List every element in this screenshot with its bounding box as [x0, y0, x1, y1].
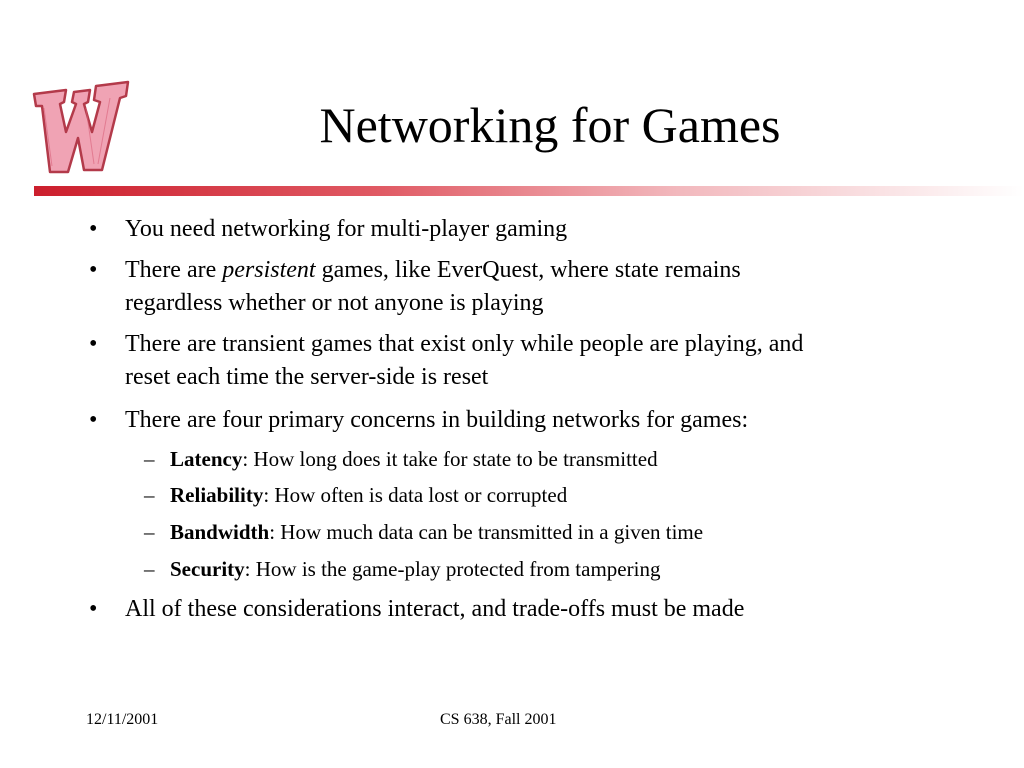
term: Bandwidth — [170, 520, 270, 544]
bullet-item — [89, 404, 945, 437]
sub-bullet-marker: – — [144, 557, 155, 581]
sub-bullet-item: – Security: How is the game-play protected from tampering — [144, 557, 661, 581]
slide-title: Networking for Games — [319, 97, 781, 153]
term: Latency — [170, 447, 243, 471]
footer-date: 12/11/2001 — [86, 711, 159, 728]
bullet-marker: • — [89, 257, 98, 283]
bullet-marker: • — [89, 407, 98, 433]
footer-course: CS 638, Fall 2001 — [440, 711, 557, 728]
bullet-item — [89, 254, 945, 320]
bullet-item — [89, 593, 945, 626]
sub-bullet-marker: – — [144, 483, 155, 507]
bullet-text: There are four primary concerns in building networks for games: — [125, 407, 749, 433]
bullet-text: All of these considerations interact, and trade-offs must be made — [125, 596, 745, 622]
sub-bullet-marker: – — [144, 520, 155, 544]
bullet-text: There are transient games that exist only while people are playing, and reset each time the server-side is reset — [125, 331, 804, 390]
sub-bullet-marker: – — [144, 447, 155, 471]
sub-bullet-item: – Bandwidth: How much data can be transmitted in a given time — [144, 520, 704, 544]
bullet-marker: • — [89, 216, 98, 242]
bullet-text: There are persistent games, like EverQuest, where state remains regardless whether or not anyone is playing — [125, 257, 741, 316]
emphasis-text: persistent — [222, 257, 316, 283]
bullet-marker: • — [89, 596, 98, 622]
sub-bullet-item: – Reliability: How often is data lost or corrupted — [144, 483, 568, 507]
bullet-text: You need networking for multi-player gaming — [125, 216, 568, 242]
term: Reliability — [170, 483, 264, 507]
sub-bullet-item: – Latency: How long does it take for state to be transmitted — [144, 447, 658, 471]
bullet-item — [89, 213, 945, 246]
bullet-marker: • — [89, 331, 98, 357]
wisconsin-w-logo-icon — [28, 78, 132, 176]
title-divider — [34, 186, 1024, 196]
term: Security — [170, 557, 245, 581]
bullet-item — [89, 328, 945, 394]
